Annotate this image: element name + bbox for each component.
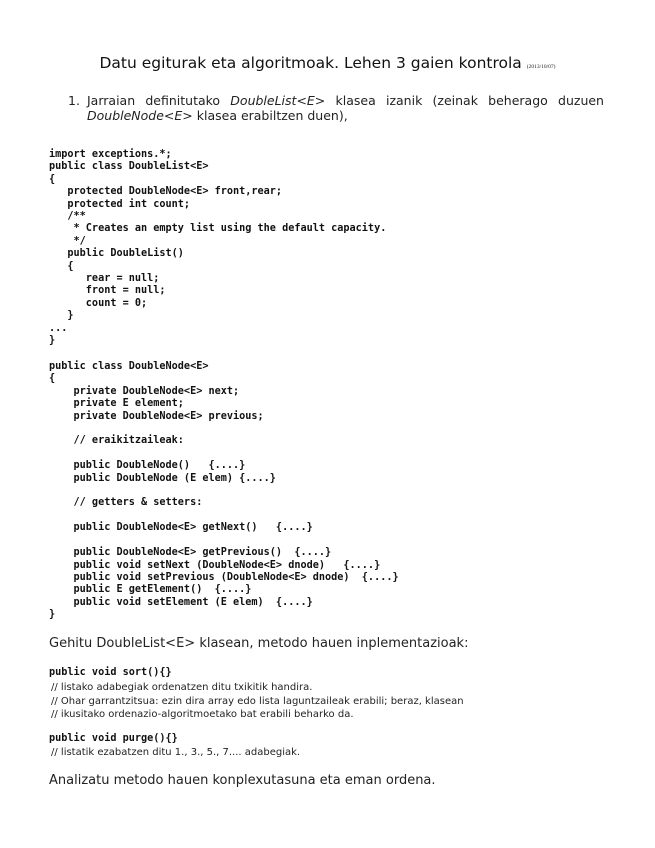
doublenode-code-block: public class DoubleNode<E> { private DoubleNode<E> next; private E element; private DoubleNode<E> previous; // eraikitzaileak: public DoubleNode() {....} public DoubleNode (E elem) {....} // getters & setters: public DoubleNode<E> getNext() {....} public DoubleNode<E> getPrevious() {....} public void setNext (DoubleNode<E> dnode) {....} public void setPrevious (DoubleNode<E> dnode) {....} public E getElement() {....} public void setElement (E elem) {....} } [49, 361, 399, 621]
instruction-text: Gehitu DoubleList<E> klasean, metodo hauen inplementazioak: [49, 636, 469, 651]
question-1 [68, 93, 604, 123]
sort-method-comments: // listako adabegiak ordenatzen ditu txikitik handira. // Ohar garrantzitsua: ezin dira array edo lista laguntzaileak erabili; beraz, klasean // ikusitako ordenazio-algoritmoetako bat erabili beharko da. [51, 682, 464, 720]
title-date: (2013/10/07) [526, 64, 556, 70]
sort-method-signature: public void sort(){} [49, 667, 172, 678]
question-number: 1. [68, 93, 80, 108]
question-text-b: klasea izanik (zeinak beherago duzuen [325, 93, 604, 108]
doublelist-code-block: import exceptions.*; public class DoubleList<E> { protected DoubleNode<E> front,rear; protected int count; /** * Creates an empty list using the default capacity. */ public DoubleList() { rear = null; front = null; count = 0; } ... } [49, 149, 387, 347]
question-text-c: klasea erabiltzen duen), [192, 108, 348, 123]
doublelist-class-ref: DoubleList<E> [230, 93, 326, 108]
doublenode-class-ref: DoubleNode<E> [87, 108, 193, 123]
purge-method-signature: public void purge(){} [49, 733, 178, 744]
page-title [0, 54, 655, 72]
title-text: Datu egiturak eta algoritmoak. Lehen 3 gaien kontrola [99, 54, 522, 72]
question-text [87, 93, 604, 123]
purge-method-comments: // listatik ezabatzen ditu 1., 3., 5., 7.... adabegiak. [51, 747, 301, 758]
question-text-a: Jarraian definitutako [87, 93, 231, 108]
final-instruction-text: Analizatu metodo hauen konplexutasuna eta eman ordena. [49, 773, 436, 788]
